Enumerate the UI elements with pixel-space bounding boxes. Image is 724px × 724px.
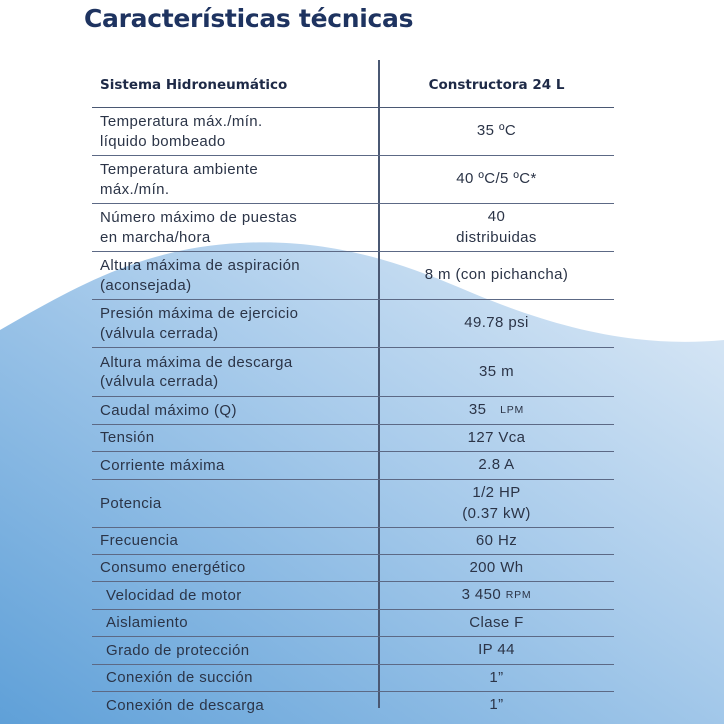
row-value: 35 ºC <box>476 122 517 140</box>
row-label: Temperatura ambiente máx./mín. <box>100 161 259 198</box>
table-row <box>92 637 614 665</box>
row-value: 200 Wh <box>469 558 524 576</box>
row-label: Corriente máxima <box>100 456 225 474</box>
table-row <box>92 452 614 480</box>
row-label: Presión máxima de ejercicio (válvula cerrada) <box>100 305 299 342</box>
row-label: Consumo energético <box>100 559 246 577</box>
row-value: 127 Vca <box>467 428 526 446</box>
row-value: 40 ºC/5 ºC* <box>456 170 537 188</box>
table-row <box>92 582 614 610</box>
row-value: 40 distribuidas <box>456 208 537 246</box>
row-label: Conexión de succión <box>106 669 253 687</box>
table-row <box>92 425 614 452</box>
table-row <box>92 692 614 719</box>
header-label: Sistema Hidroneumático <box>100 77 288 93</box>
row-value: 1” <box>489 696 504 714</box>
table-row <box>92 555 614 582</box>
row-value: 8 m (con pichancha) <box>424 266 569 284</box>
row-label: Altura máxima de aspiración (aconsejada) <box>100 257 301 294</box>
row-value: 1” <box>489 668 504 686</box>
row-value: Clase F <box>469 613 524 631</box>
row-value: 2.8 A <box>478 456 515 474</box>
table-row <box>92 528 614 555</box>
row-label: Temperatura máx./mín. líquido bombeado <box>100 113 263 150</box>
row-value: 1/2 HP (0.37 kW) <box>462 484 531 522</box>
row-label: Número máximo de puestas en marcha/hora <box>100 209 298 246</box>
table-row <box>92 397 614 425</box>
row-value-unit: RPM <box>505 589 532 602</box>
row-value: 60 Hz <box>475 531 518 549</box>
row-label: Frecuencia <box>100 532 179 550</box>
row-value-unit: LPM <box>500 404 525 417</box>
table-header <box>92 60 614 108</box>
table-row <box>92 610 614 637</box>
table-row <box>92 108 614 156</box>
table-row <box>92 348 614 397</box>
specifications-table <box>92 60 614 719</box>
table-row <box>92 252 614 300</box>
row-label: Aislamiento <box>106 614 188 632</box>
row-value: 35 m <box>479 362 514 380</box>
table-row <box>92 665 614 692</box>
table-row <box>92 300 614 348</box>
row-label: Grado de protección <box>106 641 250 659</box>
row-value: 49.78 psi <box>464 314 529 332</box>
row-label: Potencia <box>100 494 162 512</box>
table-row <box>92 480 614 528</box>
row-value: 35 <box>468 401 487 419</box>
row-label: Velocidad de motor <box>106 586 242 604</box>
row-label: Caudal máximo (Q) <box>100 401 237 419</box>
page-title: Características técnicas <box>84 4 414 33</box>
table-row <box>92 156 614 204</box>
row-value: IP 44 <box>478 641 515 659</box>
header-value: Constructora 24 L <box>428 77 565 93</box>
row-label: Altura máxima de descarga (válvula cerrada) <box>100 353 293 390</box>
table-row <box>92 204 614 252</box>
row-value: 3 450 <box>461 586 502 604</box>
row-label: Conexión de descarga <box>106 696 265 714</box>
row-label: Tensión <box>100 429 155 447</box>
